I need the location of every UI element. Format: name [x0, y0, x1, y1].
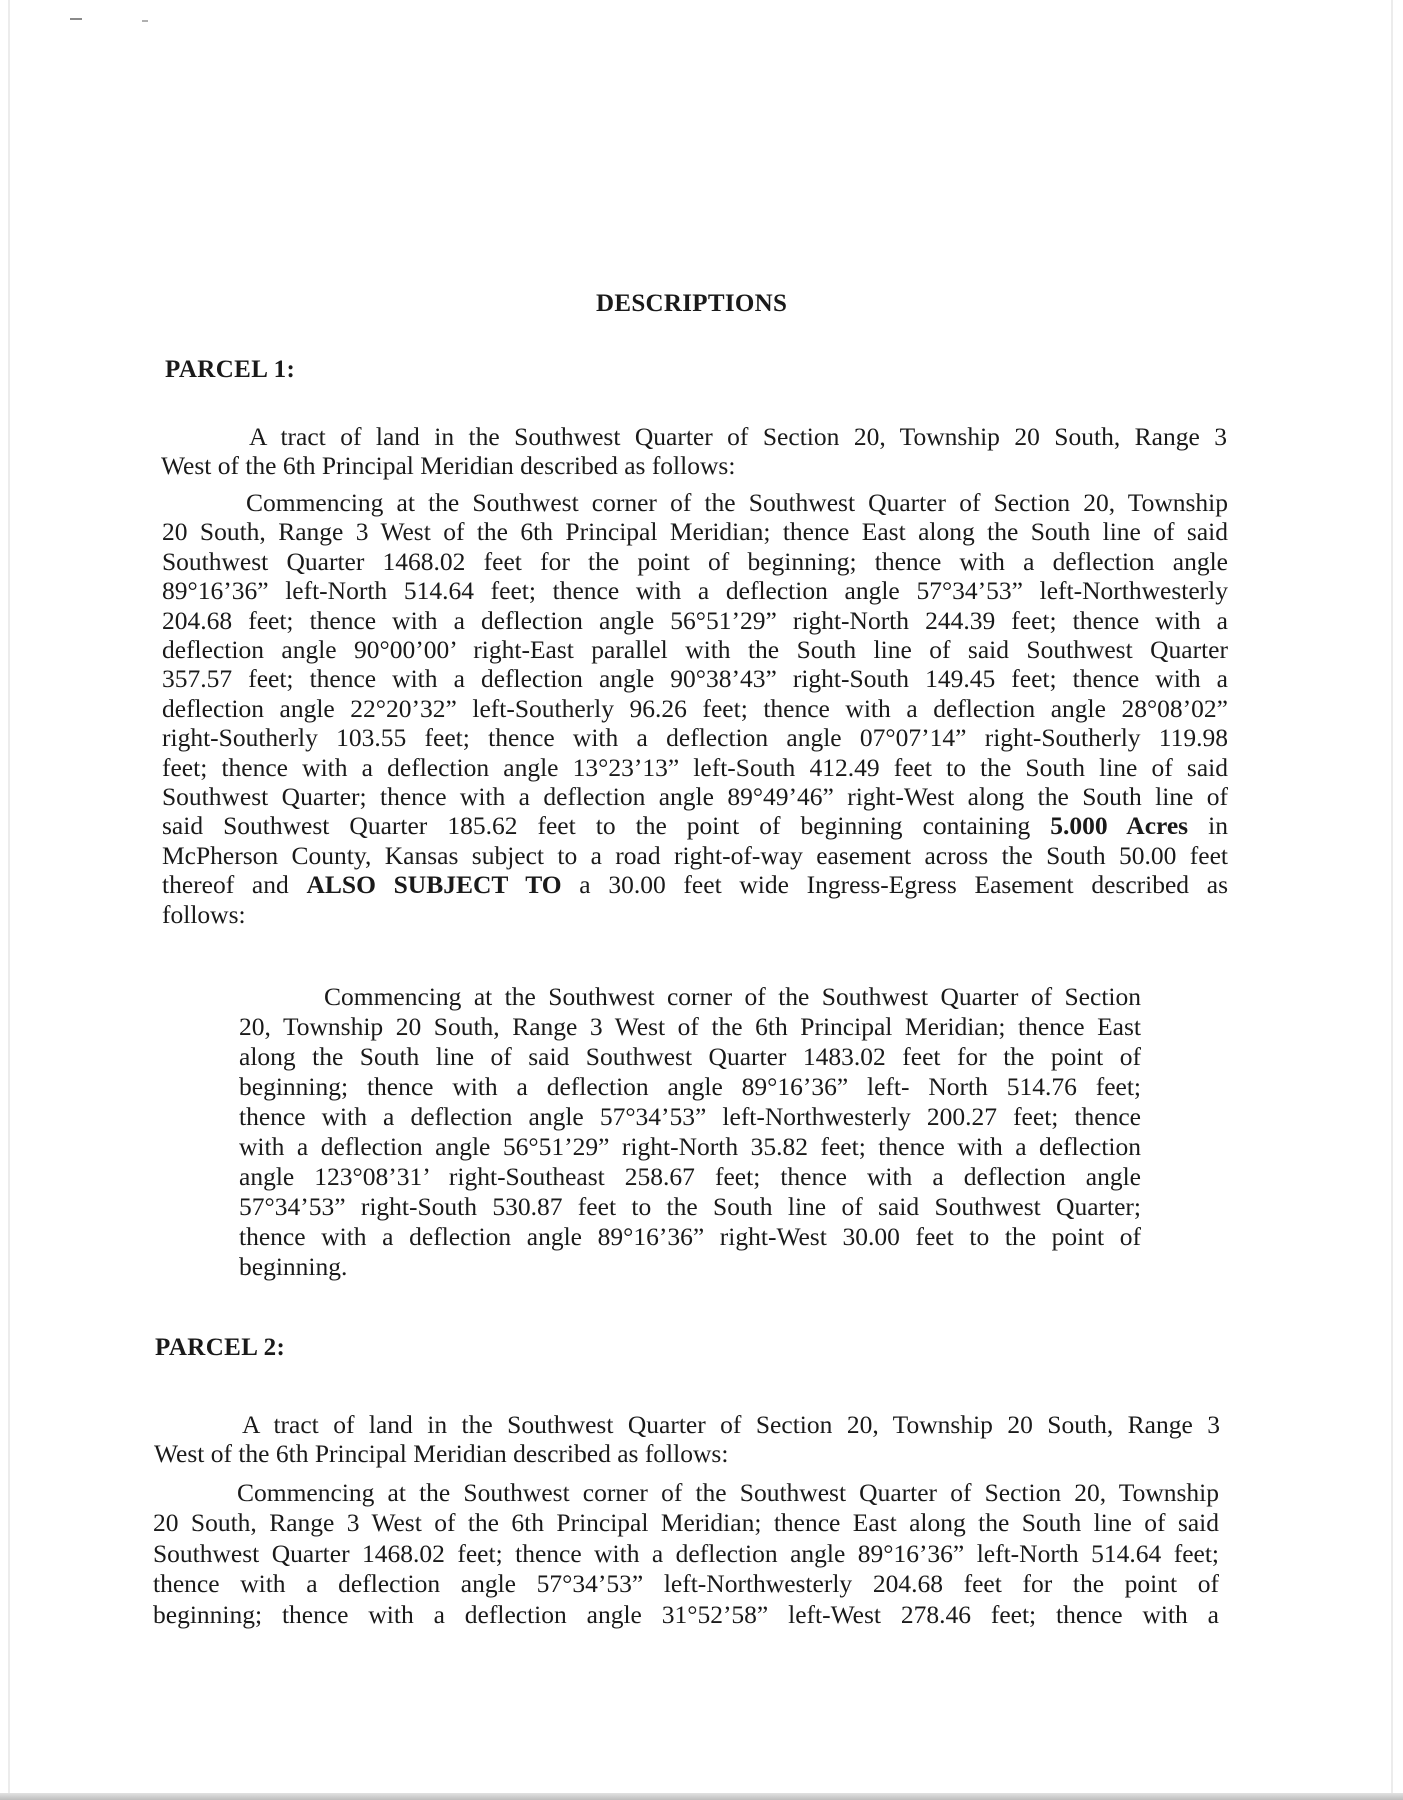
text-line: thence with a deflection angle 57°34’53” left-Northwesterly 200.27 feet; thence [239, 1102, 1141, 1131]
text-line: beginning; thence with a deflection angle 89°16’36” left- North 514.76 feet; [239, 1072, 1141, 1101]
text-line: 89°16’36” left-North 514.64 feet; thence with a deflection angle 57°34’53” left-Northwesterly [162, 576, 1228, 606]
text-line: Southwest Quarter 1468.02 feet for the point of beginning; thence with a deflection angle [162, 546, 1228, 576]
page-title: DESCRIPTIONS [596, 290, 788, 317]
text-line: 20, Township 20 South, Range 3 West of the 6th Principal Meridian; thence East [239, 1012, 1141, 1041]
text-line: Commencing at the Southwest corner of the Southwest Quarter of Section 20, Township [246, 488, 1228, 517]
text-line: 20 South, Range 3 West of the 6th Principal Meridian; thence East along the South line of said [153, 1508, 1219, 1538]
text-line: along the South line of said Southwest Quarter 1483.02 feet for the point of [239, 1042, 1141, 1071]
text-line [162, 870, 1228, 899]
text-line: West of the 6th Principal Meridian described as follows: [161, 451, 736, 480]
text-line: deflection angle 90°00’00’ right-East parallel with the South line of said Southwest Quarter [162, 635, 1228, 665]
text-line: with a deflection angle 56°51’29” right-North 35.82 feet; thence with a deflection [239, 1132, 1141, 1161]
scan-bottom-edge [0, 1793, 1403, 1800]
text-line: Commencing at the Southwest corner of the Southwest Quarter of Section [324, 982, 1141, 1011]
text-line: Southwest Quarter; thence with a deflection angle 89°49’46” right-West along the South line of [162, 782, 1228, 812]
text-run: thereof and [162, 870, 307, 900]
parcel-2-label: PARCEL 2: [155, 1334, 286, 1361]
text-line: deflection angle 22°20’32” left-Southerly 96.26 feet; thence with a deflection angle 28°08’02” [162, 693, 1228, 723]
text-line: beginning. [239, 1252, 348, 1281]
scan-speck [70, 18, 82, 20]
text-line: McPherson County, Kansas subject to a road right-of-way easement across the South 50.00 feet [162, 840, 1228, 870]
text-line: beginning; thence with a deflection angle 31°52’58” left-West 278.46 feet; thence with a [153, 1599, 1219, 1629]
text-line: thence with a deflection angle 57°34’53” left-Northwesterly 204.68 feet for the point of [153, 1569, 1219, 1599]
scan-right-edge [1391, 0, 1393, 1800]
text-line: follows: [162, 899, 246, 929]
parcel-1-intro [161, 422, 1227, 480]
text-line: 20 South, Range 3 West of the 6th Principal Meridian; thence East along the South line of said [162, 517, 1228, 547]
parcel-2-description [153, 1478, 1219, 1630]
text-line: West of the 6th Principal Meridian described as follows: [154, 1439, 729, 1468]
text-run: a 30.00 feet wide Ingress-Egress Easement described as [561, 870, 1228, 900]
text-line: A tract of land in the Southwest Quarter of Section 20, Township 20 South, Range 3 [242, 1410, 1220, 1439]
acreage-bold: 5.000 Acres [1050, 811, 1189, 841]
text-line: Southwest Quarter 1468.02 feet; thence with a deflection angle 89°16’36” left-North 514.64 feet; [153, 1538, 1219, 1568]
text-line: 57°34’53” right-South 530.87 feet to the South line of said Southwest Quarter; [239, 1192, 1141, 1221]
text-line [162, 811, 1228, 840]
scan-speck [142, 20, 148, 22]
also-subject-to-bold: ALSO SUBJECT TO [306, 870, 562, 900]
text-line: A tract of land in the Southwest Quarter of Section 20, Township 20 South, Range 3 [249, 422, 1227, 451]
text-line: thence with a deflection angle 89°16’36” right-West 30.00 feet to the point of [239, 1222, 1141, 1251]
text-run: in [1188, 811, 1228, 841]
text-line: 357.57 feet; thence with a deflection angle 90°38’43” right-South 149.45 feet; thence with a [162, 664, 1228, 694]
parcel-1-description [162, 488, 1228, 929]
text-run: said Southwest Quarter 185.62 feet to the point of beginning containing [162, 811, 1051, 841]
text-line: feet; thence with a deflection angle 13°23’13” left-South 412.49 feet to the South line of said [162, 752, 1228, 782]
parcel-1-label: PARCEL 1: [165, 356, 296, 383]
text-line: right-Southerly 103.55 feet; thence with a deflection angle 07°07’14” right-Southerly 119.98 [162, 723, 1228, 753]
text-line: angle 123°08’31’ right-Southeast 258.67 feet; thence with a deflection angle [239, 1162, 1141, 1191]
parcel-2-intro [154, 1410, 1220, 1468]
scan-left-edge [8, 0, 10, 1800]
easement-description [239, 982, 1141, 1282]
text-line: 204.68 feet; thence with a deflection angle 56°51’29” right-North 244.39 feet; thence with a [162, 605, 1228, 635]
text-line: Commencing at the Southwest corner of the Southwest Quarter of Section 20, Township [237, 1478, 1219, 1507]
